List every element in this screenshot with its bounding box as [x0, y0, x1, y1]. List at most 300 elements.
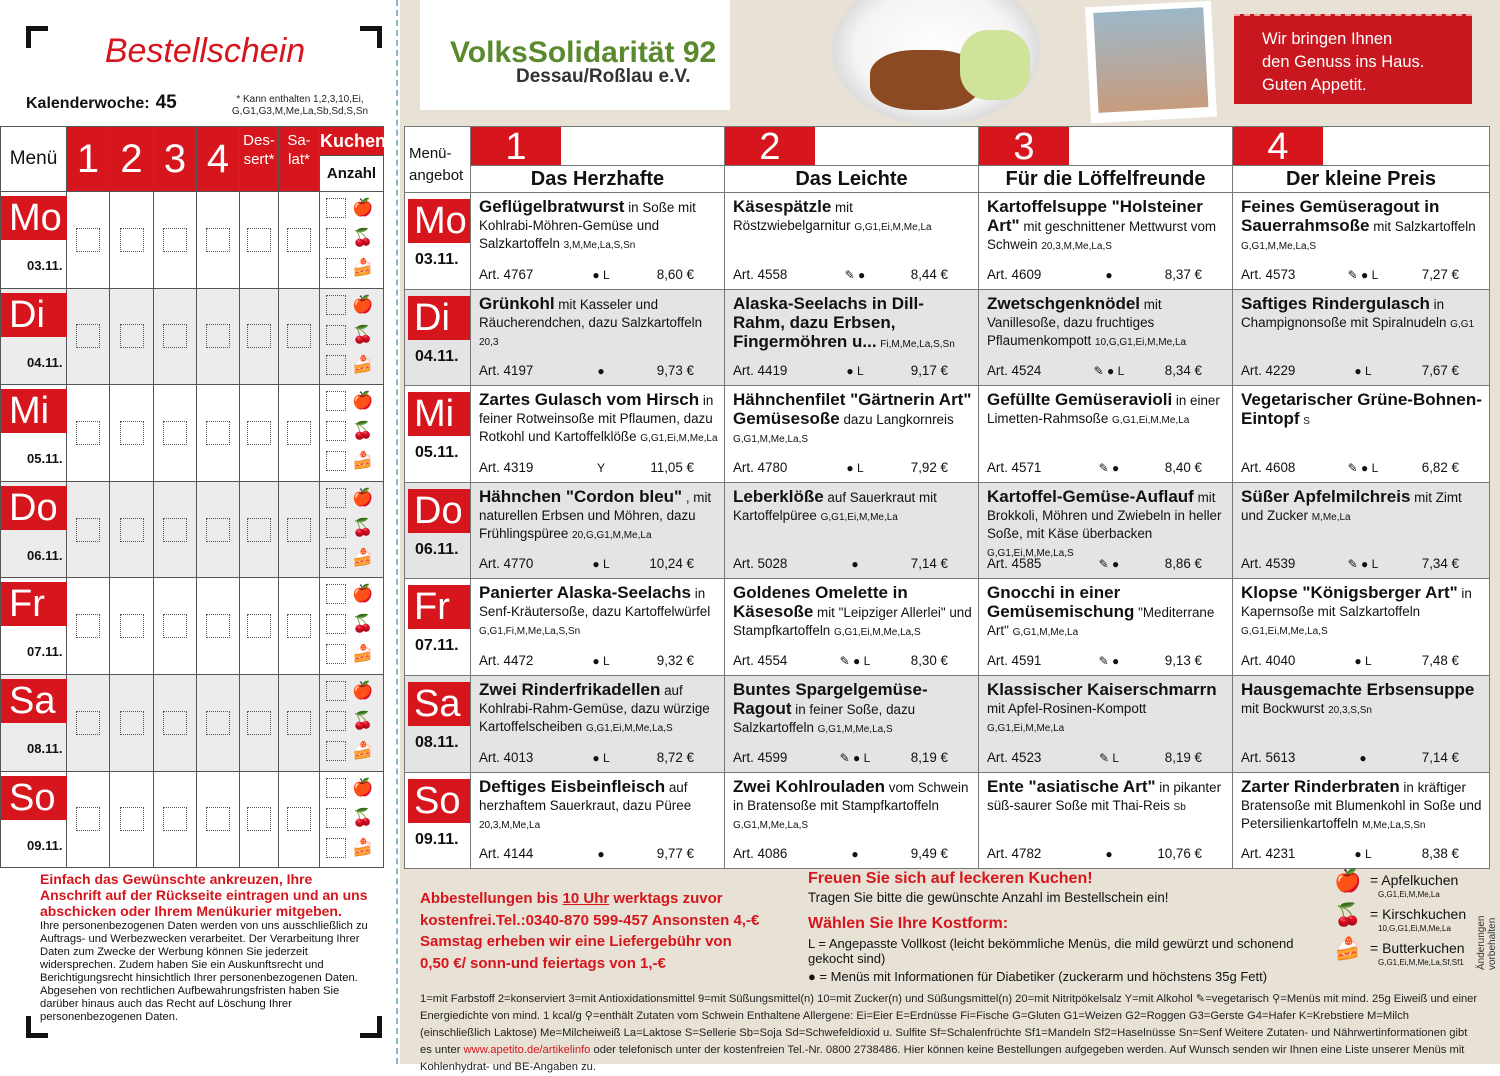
dish-text	[733, 488, 972, 527]
order-checkbox[interactable]	[287, 807, 311, 831]
order-checkbox[interactable]	[163, 324, 187, 348]
dish-description: in feiner Soße, dazu Salzkartoffeln	[733, 701, 916, 735]
order-checkbox[interactable]	[206, 807, 230, 831]
category-divider	[979, 165, 1232, 166]
menu-day-cell	[405, 772, 471, 869]
order-cell	[279, 771, 320, 868]
logo-name: VolksSolidarität 92	[450, 36, 717, 69]
dish-name: Gefüllte Gemüseravioli	[987, 390, 1173, 410]
dish-name: Klassischer Kaiserschmarrn	[987, 679, 1217, 699]
article-number: Art. 4782	[987, 846, 1042, 862]
diet-symbols: ●	[851, 847, 859, 862]
dish-allergens: G,G1,Ei,M,Me,La	[987, 722, 1065, 734]
article-number: Art. 4608	[1241, 459, 1296, 475]
menu-table	[404, 126, 1490, 869]
order-checkbox[interactable]	[287, 421, 311, 445]
dish-allergens: G,G1,M,Me,La	[1012, 627, 1079, 639]
menu-day-label: Do	[408, 489, 470, 533]
order-checkbox[interactable]	[163, 807, 187, 831]
dish-price: 8,60 €	[656, 266, 694, 282]
order-checkbox[interactable]	[287, 518, 311, 542]
menu-day-label: Fr	[408, 585, 470, 629]
order-checkbox[interactable]	[163, 228, 187, 252]
order-cell	[279, 385, 320, 482]
category-number: 1	[471, 127, 561, 165]
dish-description: mit Vanillesoße, dazu fruchtiges Pflaumenkompott	[987, 296, 1162, 348]
order-cell	[110, 192, 154, 289]
dish-text	[479, 295, 718, 352]
day-date: 04.11.	[27, 354, 63, 370]
dish-name: Vegetarischer Grüne-Bohnen-Eintopf	[1241, 390, 1482, 429]
dish-price: 10,76 €	[1157, 846, 1202, 862]
order-checkbox[interactable]	[206, 711, 230, 735]
cake-quantity-box[interactable]	[326, 644, 346, 664]
article-number: Art. 4573	[1241, 266, 1296, 282]
butter-cake-icon: 🍰	[1334, 936, 1362, 961]
diet-symbols: ✎ ● L	[839, 750, 871, 765]
dish-allergens: G,G1,Ei,M,Me,La	[640, 433, 718, 445]
order-checkbox[interactable]	[247, 614, 271, 638]
butter-cake-icon: 🍰	[352, 837, 374, 857]
footer-link[interactable]: www.apetito.de/artikelinfo	[463, 1044, 591, 1056]
cake-quantity-box[interactable]	[326, 228, 346, 248]
diet-symbols: ●	[851, 557, 859, 572]
menu-row	[405, 772, 1490, 869]
apple-icon: 🍎	[352, 294, 374, 314]
cake-cell	[320, 385, 384, 482]
cake-quantity-box[interactable]	[326, 488, 346, 508]
order-checkbox[interactable]	[247, 228, 271, 252]
order-checkbox[interactable]	[120, 711, 144, 735]
dish-name: Saftiges Rindergulasch	[1241, 293, 1430, 313]
order-cell	[154, 385, 197, 482]
apple-icon: 🍎	[352, 487, 374, 507]
cake-quantity-box[interactable]	[326, 198, 346, 218]
diet-symbols: ✎ ● L	[839, 653, 871, 668]
dish-name: Geflügelbratwurst	[479, 197, 625, 216]
dish-text	[733, 391, 972, 449]
order-checkbox[interactable]	[163, 614, 187, 638]
order-checkbox[interactable]	[76, 518, 100, 542]
cake-quantity-box[interactable]	[326, 778, 346, 798]
quantity-label: Anzahl	[320, 155, 383, 191]
article-number: Art. 4599	[733, 749, 788, 765]
day-cell	[1, 481, 67, 578]
order-checkbox[interactable]	[76, 228, 100, 252]
cake-cell	[320, 674, 384, 771]
dish-allergens: M,Me,La	[1311, 511, 1351, 523]
dish-name: Gnocchi in einer Gemüsemischung	[987, 583, 1135, 622]
dish-cell	[725, 482, 979, 579]
cake-quantity-box[interactable]	[326, 808, 346, 828]
cake-quantity-box[interactable]	[326, 518, 346, 538]
dish-text	[1241, 391, 1483, 431]
dish-description: , mit naturellen Erbsen und Möhren, dazu Frühlingspüree	[479, 489, 712, 541]
dish-text	[987, 681, 1226, 738]
category-header	[471, 127, 725, 193]
category-header	[1233, 127, 1490, 193]
order-cell	[110, 771, 154, 868]
dish-description: in Champignonsoße mit Spiralnudeln	[1241, 296, 1451, 330]
order-checkbox[interactable]	[206, 421, 230, 445]
order-checkbox[interactable]	[76, 807, 100, 831]
dish-name: Zartes Gulasch vom Hirsch	[479, 390, 700, 410]
cake-header	[320, 127, 387, 192]
day-cell	[1, 192, 67, 289]
article-number: Art. 5028	[733, 556, 788, 572]
category-name: Für die Löffelfreunde	[1005, 168, 1206, 190]
order-checkbox[interactable]	[163, 421, 187, 445]
menu-day-label: So	[408, 779, 470, 823]
order-checkbox[interactable]	[287, 614, 311, 638]
dish-description: mit Röstzwiebelgarnitur	[733, 200, 855, 233]
dish-price: 7,67 €	[1421, 363, 1459, 379]
menu-day-date: 06.11.	[415, 540, 459, 558]
article-number: Art. 4197	[479, 363, 534, 379]
order-cell	[110, 385, 154, 482]
order-checkbox[interactable]	[76, 324, 100, 348]
cake-quantity-box[interactable]	[326, 295, 346, 315]
dish-description: mit Bockwurst	[1241, 700, 1329, 716]
menu-day-cell	[405, 579, 471, 676]
cake-quantity-box[interactable]	[326, 711, 346, 731]
article-number: Art. 4770	[479, 556, 534, 572]
order-cell	[279, 481, 320, 578]
dish-cell	[725, 289, 979, 386]
dish-name: Ente "asiatische Art"	[987, 776, 1156, 796]
dish-cell	[1233, 675, 1490, 772]
category-number: 4	[1233, 127, 1323, 165]
diet-l-legend: L = Angepasste Vollkost (leicht bekömmliche Menüs, die mild gewürzt und schonend gekocht sind)	[808, 936, 1294, 966]
dish-cell	[979, 482, 1233, 579]
dish-allergens: G,G1,M,Me,La,S	[1241, 241, 1317, 252]
dish-text	[987, 295, 1226, 352]
dish-name: Deftiges Eisbeinfleisch	[479, 776, 666, 796]
category-number: 2	[725, 127, 815, 165]
cake-quantity-box[interactable]	[326, 391, 346, 411]
apple-icon: 🍎	[352, 391, 374, 411]
menu-row	[405, 579, 1490, 676]
day-label: Fr	[1, 582, 67, 626]
menu-offer-header: Menü-angebot	[405, 127, 471, 193]
dish-text	[733, 584, 972, 642]
order-checkbox[interactable]	[76, 711, 100, 735]
dish-cell	[725, 386, 979, 483]
dish-cell	[1233, 579, 1490, 676]
menu-1-header: 1	[67, 127, 110, 192]
order-cell	[154, 288, 197, 385]
dish-allergens: M,Me,La,S,Sn	[1362, 819, 1426, 831]
dish-description: mit Brokkoli, Möhren und Zwiebeln in heller Soße, mit Käse überbacken	[987, 489, 1222, 541]
menu-day-cell	[405, 482, 471, 579]
cake-quantity-box[interactable]	[326, 681, 346, 701]
order-cell	[67, 771, 110, 868]
order-cell	[67, 674, 110, 771]
salad-header: Sa-lat*	[279, 127, 320, 192]
slogan-line: Wir bringen Ihnen	[1262, 30, 1393, 48]
cake-instruction: Tragen Sie bitte die gewünschte Anzahl im Bestellschein ein!	[808, 890, 1169, 905]
cherry-icon: 🍒	[352, 614, 374, 634]
order-cell	[110, 578, 154, 675]
cake-allergens: G,G1,Ei,M,Me,La	[1378, 890, 1440, 899]
dish-cell	[725, 772, 979, 869]
cancel-deadline: 10 Uhr	[562, 890, 610, 907]
dish-price: 8,38 €	[1421, 846, 1459, 862]
diet-symbols: ● L	[846, 364, 864, 379]
day-label: Di	[1, 293, 67, 337]
cancel-text: Abbestellungen bis	[420, 890, 563, 907]
day-date: 09.11.	[27, 837, 63, 853]
diet-symbols: ✎ ● L	[1093, 364, 1125, 379]
category-name: Das Leichte	[795, 168, 908, 190]
dish-name: Zarter Rinderbraten	[1241, 776, 1400, 796]
footer-text: 1=mit Farbstoff 2=konserviert 3=mit Antioxidationsmittel 9=mit Süßungsmittel(n) 10=mit Zucker(n) und Süßungsmittel(n) 20=mit Nitritpökelsalz Y=mit Alkohol ✎=vegetarisch ⚲=Menüs mit mind. 25g Eiweiß und einer Energiedichte von mind. 1 kcal/g ⚲=enthält Zutaten vom Schwein Enthaltene Allergene: Ei=Eier E=Erdnüsse Fi=Fische G=Gluten G1=Weizen G2=Roggen G3=Gerste G4=Hafer K=Krebstiere M=Milch (einschließlich Laktose) Me=Milcheiweiß La=Laktose S=Sellerie Sb=Soja Sd=Schwefeldioxid u. Sulfite Sf=Schalenfrüchte Sf1=Mandeln Sf2=Haselnüsse Sn=Senf Weitere Zutaten- und Nährwertinformationen gibt es unter	[420, 993, 1478, 1056]
order-checkbox[interactable]	[163, 518, 187, 542]
order-checkbox[interactable]	[287, 711, 311, 735]
article-number: Art. 4524	[987, 363, 1042, 379]
article-number: Art. 4591	[987, 652, 1042, 668]
dish-text	[733, 198, 972, 237]
order-checkbox[interactable]	[247, 518, 271, 542]
order-cell	[240, 578, 279, 675]
article-number: Art. 4585	[987, 556, 1042, 572]
dish-cell	[979, 675, 1233, 772]
dish-text	[987, 778, 1226, 817]
dessert-header: Des-sert*	[240, 127, 279, 192]
order-checkbox[interactable]	[76, 421, 100, 445]
article-number: Art. 4472	[479, 652, 534, 668]
butter-cake-icon: 🍰	[352, 354, 374, 374]
article-number: Art. 4013	[479, 749, 534, 765]
day-date: 06.11.	[27, 547, 63, 563]
calendar-week-value: 45	[155, 92, 177, 113]
cake-quantity-box[interactable]	[326, 258, 346, 278]
dish-text	[1241, 295, 1483, 334]
cake-quantity-box[interactable]	[326, 584, 346, 604]
dish-description: mit Salzkartoffeln	[1369, 219, 1476, 234]
dish-name: Käsespätzle	[733, 197, 832, 216]
cake-quantity-box[interactable]	[326, 614, 346, 634]
calendar-week-label: Kalenderwoche:	[26, 95, 150, 112]
cake-quantity-box[interactable]	[326, 421, 346, 441]
order-cell	[67, 481, 110, 578]
dish-text	[987, 198, 1226, 256]
dish-description: in einer Limetten-Rahmsoße	[987, 393, 1220, 427]
order-checkbox[interactable]	[247, 324, 271, 348]
diet-symbols: ●	[1105, 267, 1113, 282]
dish-description: auf Sauerkraut mit Kartoffelpüree	[733, 489, 937, 523]
dish-price: 7,48 €	[1421, 652, 1459, 668]
order-cell	[279, 674, 320, 771]
slogan-line: den Genuss ins Haus.	[1262, 53, 1425, 71]
category-number: 3	[979, 127, 1069, 165]
dish-name: Panierter Alaska-Seelachs	[479, 583, 691, 603]
dish-description: auf herzhaftem Sauerkraut, dazu Püree	[479, 779, 692, 813]
cake-quantity-box[interactable]	[326, 451, 346, 471]
cherry-icon: 🍒	[352, 324, 374, 344]
article-number: Art. 4419	[733, 363, 788, 379]
dish-allergens: G,G1,Ei,M,Me,La,S	[1241, 626, 1328, 638]
menu-day-date: 09.11.	[415, 830, 459, 848]
diet-symbols: ● L	[592, 267, 610, 282]
cake-name: = Butterkuchen	[1370, 940, 1465, 956]
diet-symbols: ✎ ●	[844, 267, 866, 282]
dish-name: Zwei Rinderfrikadellen	[479, 679, 661, 699]
order-checkbox[interactable]	[206, 518, 230, 542]
order-checkbox[interactable]	[120, 807, 144, 831]
cake-quantity-box[interactable]	[326, 741, 346, 761]
dish-cell	[471, 579, 725, 676]
dish-name: Klopse "Königsberger Art"	[1241, 583, 1458, 603]
day-label: Sa	[1, 679, 67, 723]
apple-icon: 🍎	[352, 198, 374, 217]
dish-name: Hähnchen "Cordon bleu"	[479, 486, 683, 506]
dish-allergens: 20,3,S,Sn	[1328, 704, 1372, 716]
menu-day-date: 08.11.	[415, 733, 459, 751]
order-checkbox[interactable]	[247, 711, 271, 735]
article-number: Art. 4558	[733, 266, 788, 282]
menu-3-header: 3	[154, 127, 197, 192]
article-number: Art. 4040	[1241, 652, 1296, 668]
dish-name: Süßer Apfelmilchreis	[1241, 486, 1411, 506]
order-checkbox[interactable]	[120, 518, 144, 542]
diet-symbols: ✎ ●	[1098, 557, 1120, 572]
order-cell	[240, 481, 279, 578]
order-row	[1, 481, 384, 578]
dish-price: 9,49 €	[910, 846, 948, 862]
diet-symbols: ●	[597, 364, 605, 379]
order-table	[0, 126, 387, 868]
butter-cake-icon: 🍰	[352, 451, 374, 471]
dish-allergens: 3,M,Me,La,S,Sn	[563, 240, 636, 251]
logo	[420, 0, 730, 110]
allergen-note: * Kann enthalten 1,2,3,10,Ei, G,G1,G3,M,Me,La,Sb,Sd,S,Sn	[231, 94, 369, 117]
dish-text	[479, 681, 718, 738]
diet-symbols: Y	[596, 460, 605, 475]
diet-diabetic-legend: ● = Menüs mit Informationen für Diabetiker (zuckerarm und höchstens 35g Fett)	[808, 969, 1268, 984]
order-checkbox[interactable]	[76, 614, 100, 638]
dish-cell	[1233, 772, 1490, 869]
dish-allergens: 20,G,G1,M,Me,La	[572, 529, 652, 541]
category-name: Der kleine Preis	[1285, 168, 1437, 190]
dish-description: in Senf-Kräutersoße, dazu Kartoffelwürfel	[479, 586, 711, 620]
cut-line	[396, 0, 398, 1064]
dish-cell	[979, 772, 1233, 869]
instruction-note: Einfach das Gewünschte ankreuzen, Ihre Anschrift auf der Rückseite eintragen und an uns abschicken oder Ihrem Menükurier mitgeben.	[40, 871, 368, 919]
dish-price: 6,82 €	[1421, 459, 1459, 475]
cake-quantity-box[interactable]	[326, 355, 346, 375]
cake-quantity-box[interactable]	[326, 325, 346, 345]
article-number: Art. 4780	[733, 459, 788, 475]
category-divider	[725, 165, 978, 166]
day-date: 03.11.	[27, 258, 63, 273]
category-header	[979, 127, 1233, 193]
dish-cell	[471, 482, 725, 579]
footer-text: oder telefonisch unter der kostenfreien Tel.-Nr. 0800 2738486. Hier können keine Bestellungen aufgegeben werden. Auf Wunsch senden wir Ihnen eine Liste unserer Menüs mit Kohlenhydrat- und BE-Angaben zu.	[420, 1044, 1465, 1073]
order-checkbox[interactable]	[206, 324, 230, 348]
cake-headline: Freuen Sie sich auf leckeren Kuchen!	[808, 870, 1093, 887]
dish-name: Kartoffelsuppe "Holsteiner Art"	[987, 197, 1203, 235]
category-header	[725, 127, 979, 193]
order-cell	[110, 674, 154, 771]
cancel-phone: kostenfrei.Tel.:0340-870 599-457 Ansonsten 4,-€	[420, 911, 760, 929]
article-number: Art. 4229	[1241, 363, 1296, 379]
order-cell	[197, 578, 240, 675]
dish-cell	[979, 289, 1233, 386]
dish-name: Alaska-Seelachs in Dill-Rahm, dazu Erbsen, Fingermöhren u...	[733, 293, 924, 351]
order-checkbox[interactable]	[206, 614, 230, 638]
butter-cake	[1330, 936, 1470, 970]
diet-symbols: ✎ L	[1098, 750, 1120, 765]
dish-description: mit "Leipziger Allerlei" und Stampfkartoffeln	[733, 605, 972, 639]
order-checkbox[interactable]	[206, 228, 230, 252]
dish-name: Leberklöße	[733, 486, 824, 506]
order-cell	[67, 578, 110, 675]
cake-quantity-box[interactable]	[326, 548, 346, 568]
order-cell	[197, 385, 240, 482]
slogan-line: Guten Appetit.	[1262, 76, 1367, 94]
dish-description: in pikanter süß-saurer Soße mit Thai-Reis	[987, 779, 1222, 813]
order-cell	[240, 674, 279, 771]
calendar-week	[26, 92, 177, 114]
cake-name: = Apfelkuchen	[1370, 872, 1459, 888]
article-number: Art. 4231	[1241, 846, 1296, 862]
order-checkbox[interactable]	[120, 228, 144, 252]
dish-price: 10,24 €	[649, 556, 694, 572]
order-row	[1, 385, 384, 482]
menu-day-cell	[405, 289, 471, 386]
order-checkbox[interactable]	[120, 614, 144, 638]
order-cell	[154, 578, 197, 675]
dish-cell	[471, 675, 725, 772]
day-cell	[1, 771, 67, 868]
menu-day-label: Mi	[408, 392, 470, 436]
footer-legend	[420, 991, 1480, 1076]
order-cell	[154, 192, 197, 289]
day-cell	[1, 288, 67, 385]
dish-allergens: G,G1,M,Me,La,S	[817, 723, 893, 735]
article-number: Art. 4767	[479, 266, 534, 282]
dish-cell	[471, 386, 725, 483]
order-checkbox[interactable]	[120, 324, 144, 348]
diet-symbols: ● L	[846, 460, 864, 475]
order-cell	[67, 288, 110, 385]
dish-allergens: G,G1,Ei,M,Me,La	[1112, 415, 1190, 427]
dish-price: 7,14 €	[910, 556, 948, 572]
cake-cell	[320, 288, 384, 385]
dish-allergens: 20,3	[479, 336, 499, 348]
dish-cell	[471, 289, 725, 386]
menu-row	[405, 675, 1490, 772]
dish-allergens: 20,3,M,Me,La,S	[1041, 241, 1112, 252]
dish-cell	[1233, 386, 1490, 483]
order-checkbox[interactable]	[120, 421, 144, 445]
order-checkbox[interactable]	[247, 421, 271, 445]
cake-quantity-box[interactable]	[326, 838, 346, 858]
article-number: Art. 4144	[479, 846, 534, 862]
dish-description: "Mediterrane Art"	[987, 605, 1215, 639]
dish-price: 8,30 €	[910, 652, 948, 668]
order-cell	[154, 674, 197, 771]
order-checkbox[interactable]	[247, 807, 271, 831]
cake-label: Kuchen	[320, 127, 383, 155]
diet-symbols: ● L	[592, 557, 610, 572]
order-checkbox[interactable]	[287, 324, 311, 348]
diet-headline: Wählen Sie Ihre Kostform:	[808, 915, 1009, 932]
order-checkbox[interactable]	[163, 711, 187, 735]
apple-cake	[1330, 868, 1470, 902]
order-checkbox[interactable]	[287, 228, 311, 252]
